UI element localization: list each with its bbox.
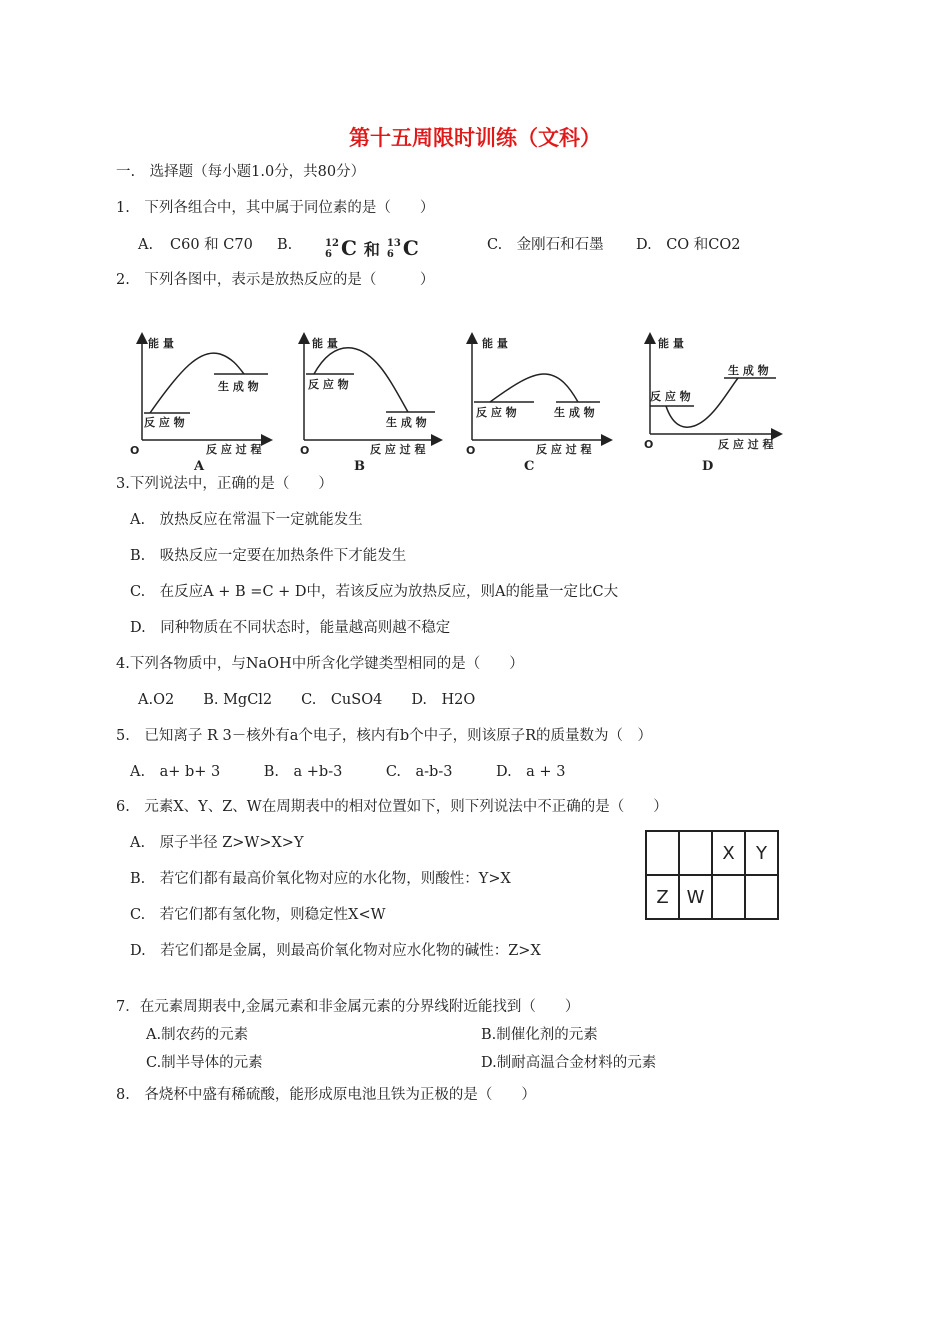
question-7-option-c: C.制半导体的元素	[146, 1055, 263, 1071]
question-1-option-a: C60 和 C70	[170, 237, 253, 253]
question-7-option-d: D.制耐高温合金材料的元素	[481, 1055, 657, 1071]
y-axis-label: 能 量	[148, 337, 174, 350]
energy-diagram-a	[120, 330, 285, 475]
reactant-label: 反 应 物	[476, 406, 517, 419]
question-7-option-b: B.制催化剂的元素	[481, 1027, 598, 1043]
question-3-stem: 3.下列说法中，正确的是（ ）	[116, 476, 333, 492]
origin-label: O	[300, 444, 310, 457]
product-label: 生 成 物	[728, 364, 769, 377]
question-7-stem: 7．在元素周期表中,金属元素和非金属元素的分界线附近能找到（ ）	[116, 999, 580, 1015]
question-6-option-d: D. 若它们都是金属，则最高价氧化物对应水化物的碱性：Z>X	[130, 943, 541, 959]
diagram-label-b: B	[354, 459, 365, 474]
isotope-2-symbol: C	[402, 236, 419, 260]
isotope-1-mass-number: 12	[325, 237, 339, 249]
question-2-stem: 2. 下列各图中，表示是放热反应的是（ ）	[116, 272, 435, 288]
table-cell-z: Z	[646, 875, 679, 919]
table-cell-x: X	[712, 831, 745, 875]
diagram-label-d: D	[702, 459, 714, 474]
reactant-label: 反 应 物	[308, 378, 349, 391]
question-3-option-d: D. 同种物质在不同状态时，能量越高则越不稳定	[130, 620, 451, 636]
table-cell	[646, 831, 679, 875]
diagram-label-a: A	[194, 459, 205, 474]
x-axis-label: 反 应 过 程	[536, 443, 592, 456]
origin-label: O	[130, 444, 140, 457]
isotope-and: 和	[363, 240, 380, 259]
energy-diagram-c	[460, 330, 625, 475]
y-axis-label: 能 量	[312, 337, 338, 350]
reactant-label: 反 应 物	[650, 390, 691, 403]
question-1-option-a-label: A.	[138, 237, 154, 253]
energy-diagram-d	[636, 330, 801, 475]
question-6-stem: 6. 元素X、Y、Z、W在周期表中的相对位置如下，则下列说法中不正确的是（ ）	[116, 799, 668, 815]
question-5-stem: 5. 已知离子 R 3－核外有a个电子，核内有b个中子，则该原子R的质量数为（ ）	[116, 728, 653, 744]
question-3-option-b: B. 吸热反应一定要在加热条件下才能发生	[130, 548, 407, 564]
question-4-stem: 4.下列各物质中，与NaOH中所含化学键类型相同的是（ ）	[116, 656, 524, 672]
question-1-option-b-isotopes	[325, 236, 419, 261]
question-8-stem: 8. 各烧杯中盛有稀硫酸，能形成原电池且铁为正极的是（ ）	[116, 1087, 536, 1103]
question-6-option-b: B. 若它们都有最高价氧化物对应的水化物，则酸性：Y>X	[130, 871, 511, 887]
y-axis-label: 能 量	[658, 337, 684, 350]
isotope-2-mass-number: 13	[386, 237, 401, 249]
x-axis-label: 反 应 过 程	[718, 438, 774, 451]
product-label: 生 成 物	[554, 406, 595, 419]
section-heading: 一. 选择题（每小题1.0分，共80分）	[116, 164, 366, 180]
question-1-option-b-label: B.	[277, 237, 293, 253]
table-row	[646, 831, 778, 875]
question-3-option-a: A. 放热反应在常温下一定就能发生	[130, 512, 363, 528]
question-1-option-d: D. CO 和CO2	[636, 237, 741, 253]
origin-label: O	[466, 444, 476, 457]
question-3-option-c: C. 在反应A + B =C + D中，若该反应为放热反应，则A的能量一定比C大	[130, 584, 619, 600]
question-7-option-a: A.制农药的元素	[146, 1027, 249, 1043]
question-1-option-c: C. 金刚石和石墨	[487, 237, 604, 253]
y-axis-label: 能 量	[482, 337, 508, 350]
periodic-table-fragment	[645, 830, 779, 920]
isotope-2-atomic-number: 6	[386, 248, 394, 260]
table-cell	[745, 875, 778, 919]
x-axis-label: 反 应 过 程	[206, 443, 262, 456]
diagram-label-c: C	[524, 459, 535, 474]
question-6-option-a: A. 原子半径 Z>W>X>Y	[130, 835, 304, 851]
table-cell	[712, 875, 745, 919]
question-5-options: A. a+ b+ 3 B. a +b-3 C. a-b-3 D. a + 3	[130, 764, 566, 780]
isotope-1-atomic-number: 6	[325, 248, 332, 260]
product-label: 生 成 物	[218, 380, 259, 393]
table-row	[646, 875, 778, 919]
isotope-1-symbol: C	[341, 236, 357, 260]
table-cell-w: W	[679, 875, 712, 919]
question-6-option-c: C. 若它们都有氢化物，则稳定性X<W	[130, 907, 386, 923]
energy-diagram-b	[290, 330, 455, 475]
question-4-options: A.O2 B. MgCl2 C. CuSO4 D. H2O	[138, 692, 476, 708]
table-cell	[679, 831, 712, 875]
x-axis-label: 反 应 过 程	[370, 443, 426, 456]
origin-label: O	[644, 438, 654, 451]
reactant-label: 反 应 物	[144, 416, 185, 429]
product-label: 生 成 物	[386, 416, 427, 429]
question-1-stem: 1. 下列各组合中，其中属于同位素的是（ ）	[116, 200, 435, 216]
page-title: 第十五周限时训练（文科）	[349, 126, 601, 150]
table-cell-y: Y	[745, 831, 778, 875]
